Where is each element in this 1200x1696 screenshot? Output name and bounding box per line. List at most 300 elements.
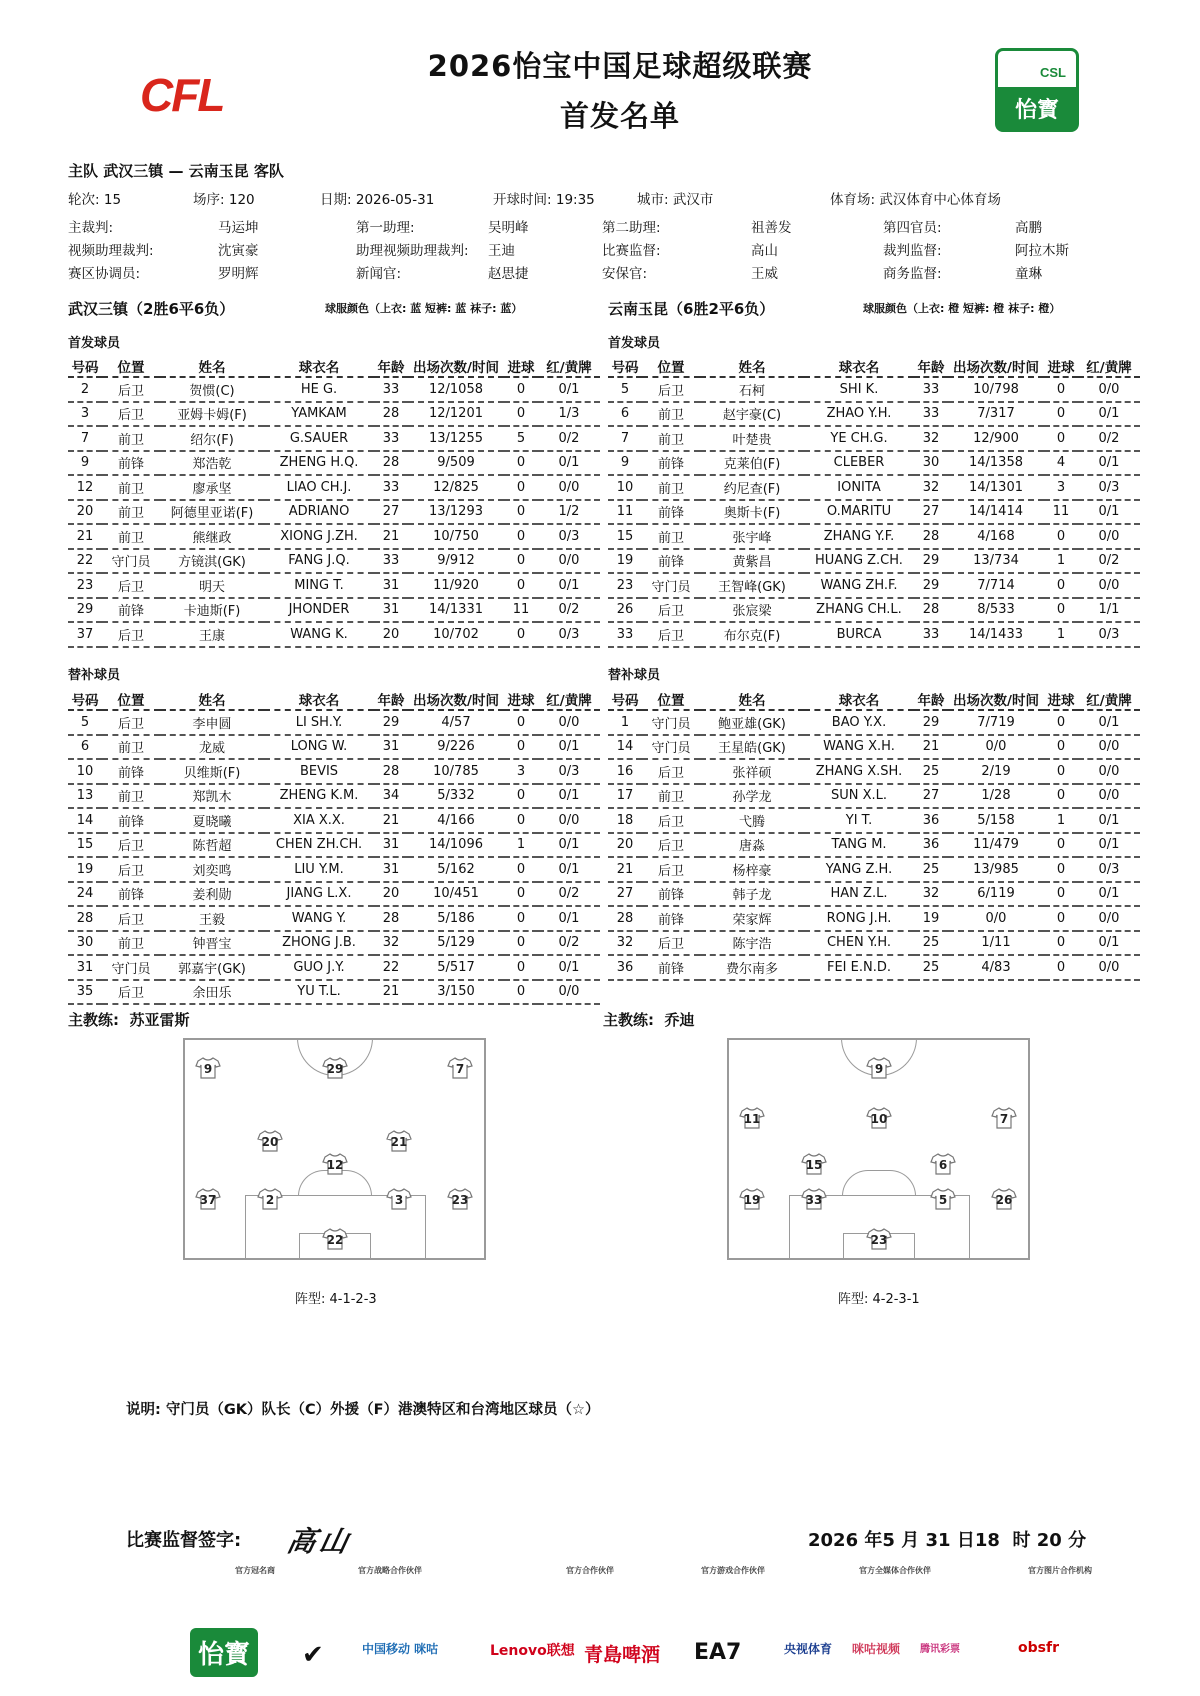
table-cell: WANG X.H. <box>804 735 914 760</box>
table-cell: 18 <box>608 808 642 833</box>
table-cell: 7/714 <box>948 573 1044 598</box>
table-cell: 0/0 <box>538 475 600 500</box>
table-cell: 6 <box>608 402 642 427</box>
table-cell: 32 <box>914 475 948 500</box>
table-cell: 11/920 <box>408 573 504 598</box>
table-cell: 0/1 <box>1078 402 1140 427</box>
official-name: 马运坤 <box>218 220 259 236</box>
official-name: 高鹏 <box>1015 220 1042 236</box>
official-name: 童琳 <box>1015 266 1042 282</box>
table-cell: 1 <box>1044 622 1078 647</box>
player-shirt-icon: 23 <box>447 1188 473 1210</box>
table-cell: 0/0 <box>538 980 600 1005</box>
table-cell: 前卫 <box>102 931 160 956</box>
table-cell: 19 <box>608 549 642 574</box>
table-cell: 9/509 <box>408 451 504 476</box>
table-row <box>608 377 1140 402</box>
table-cell: LI SH.Y. <box>264 710 374 735</box>
table-cell: 21 <box>374 980 408 1005</box>
official-name: 王迪 <box>488 243 515 259</box>
table-cell: 10/750 <box>408 524 504 549</box>
sponsor-title: 官方图片合作机构 <box>1028 1566 1092 1575</box>
kickoff-info: 开球时间: 19:35 <box>493 192 595 208</box>
table-cell: 16 <box>608 759 642 784</box>
table-cell: 前卫 <box>102 735 160 760</box>
table-cell: 0/1 <box>538 833 600 858</box>
table-cell: 唐淼 <box>700 833 804 858</box>
sponsor-title: 官方游戏合作伙伴 <box>701 1566 765 1575</box>
table-cell: 33 <box>374 377 408 402</box>
table-cell: 27 <box>914 784 948 809</box>
table-cell: 37 <box>68 622 102 647</box>
table-row <box>68 500 600 525</box>
table-cell: 9 <box>608 451 642 476</box>
table-cell: 7/719 <box>948 710 1044 735</box>
table-cell: 33 <box>374 549 408 574</box>
table-cell: 陈宇浩 <box>700 931 804 956</box>
pitch-line <box>842 1170 916 1196</box>
table-cell: YAMKAM <box>264 402 374 427</box>
table-cell: BAO Y.X. <box>804 710 914 735</box>
table-cell: 0/3 <box>1078 475 1140 500</box>
table-cell: 5/158 <box>948 808 1044 833</box>
table-cell: 前锋 <box>642 500 700 525</box>
table-row <box>608 598 1140 623</box>
sponsor-logo: obsfr <box>1018 1640 1059 1656</box>
table-row <box>68 980 600 1005</box>
player-shirt-icon: 5 <box>930 1188 956 1210</box>
table-cell: 27 <box>608 882 642 907</box>
table-cell: RONG J.H. <box>804 906 914 931</box>
home-kit-colors: 球服颜色（上衣: 蓝 短裤: 蓝 袜子: 蓝） <box>325 302 523 315</box>
table-cell: ZHENG K.M. <box>264 784 374 809</box>
table-cell: 0 <box>1044 955 1078 980</box>
table-cell: 25 <box>914 955 948 980</box>
table-cell: 夏晓曦 <box>160 808 264 833</box>
table-cell: 王星皓(GK) <box>700 735 804 760</box>
table-cell: 31 <box>374 735 408 760</box>
column-header: 位置 <box>642 355 700 377</box>
official-label: 第一助理: <box>356 220 415 236</box>
column-header: 出场次数/时间 <box>948 688 1044 710</box>
table-cell: 后卫 <box>102 710 160 735</box>
table-cell: 21 <box>374 524 408 549</box>
table-cell: 前卫 <box>102 426 160 451</box>
table-cell: 0/0 <box>538 808 600 833</box>
table-cell: 后卫 <box>102 833 160 858</box>
column-header: 号码 <box>68 688 102 710</box>
table-cell: LIU Y.M. <box>264 857 374 882</box>
table-cell: 后卫 <box>102 906 160 931</box>
column-header: 红/黄牌 <box>1078 355 1140 377</box>
table-row <box>608 882 1140 907</box>
table-cell: 0 <box>504 475 538 500</box>
player-shirt-icon: 29 <box>322 1057 348 1079</box>
table-cell: 23 <box>608 573 642 598</box>
column-header: 姓名 <box>160 688 264 710</box>
table-cell: 王康 <box>160 622 264 647</box>
table-cell: 前卫 <box>102 500 160 525</box>
table-cell: 后卫 <box>642 377 700 402</box>
table-cell: 后卫 <box>642 931 700 956</box>
table-cell: 0/1 <box>1078 808 1140 833</box>
column-header: 进球 <box>504 688 538 710</box>
table-cell: 0 <box>504 906 538 931</box>
player-shirt-icon: 12 <box>322 1153 348 1175</box>
table-cell: 0 <box>1044 906 1078 931</box>
table-cell: 8/533 <box>948 598 1044 623</box>
column-header: 球衣名 <box>804 355 914 377</box>
away-subs-label: 替补球员 <box>608 668 661 683</box>
table-cell: WANG K. <box>264 622 374 647</box>
table-row <box>608 622 1140 647</box>
table-cell: 15 <box>68 833 102 858</box>
table-cell: 1/3 <box>538 402 600 427</box>
table-cell: 22 <box>68 549 102 574</box>
table-cell: 5/186 <box>408 906 504 931</box>
table-cell: 前锋 <box>102 808 160 833</box>
table-cell: 1 <box>1044 808 1078 833</box>
table-cell: 0 <box>1044 735 1078 760</box>
table-cell: 0 <box>504 524 538 549</box>
table-cell: 石柯 <box>700 377 804 402</box>
away-team-title: 云南玉昆（6胜2平6负） <box>608 300 775 318</box>
table-cell: 费尔南多 <box>700 955 804 980</box>
table-cell: 0 <box>504 857 538 882</box>
table-cell: 0/1 <box>1078 451 1140 476</box>
table-cell: 12 <box>68 475 102 500</box>
table-cell: 0/3 <box>538 622 600 647</box>
teams-line: 主队 武汉三镇 — 云南玉昆 客队 <box>68 162 284 180</box>
table-row <box>68 857 600 882</box>
table-cell: 前锋 <box>102 598 160 623</box>
table-cell: 王毅 <box>160 906 264 931</box>
table-cell: 前锋 <box>642 882 700 907</box>
home-starters-table <box>68 355 600 648</box>
table-cell: 0 <box>1044 426 1078 451</box>
table-cell: 33 <box>608 622 642 647</box>
table-cell: 0/1 <box>538 906 600 931</box>
table-cell: 4/168 <box>948 524 1044 549</box>
table-cell: 奥斯卡(F) <box>700 500 804 525</box>
official-name: 阿拉木斯 <box>1015 243 1069 259</box>
official-name: 沈寅豪 <box>218 243 259 259</box>
table-cell: 29 <box>374 710 408 735</box>
table-header-row <box>608 355 1140 377</box>
column-header: 球衣名 <box>264 355 374 377</box>
official-name: 罗明辉 <box>218 266 259 282</box>
table-row <box>68 549 600 574</box>
player-shirt-icon: 20 <box>257 1130 283 1152</box>
table-cell: 前卫 <box>102 475 160 500</box>
table-cell: 0 <box>1044 377 1078 402</box>
table-cell: 0/0 <box>1078 759 1140 784</box>
table-cell: 20 <box>608 833 642 858</box>
table-cell: 31 <box>374 833 408 858</box>
table-cell: 前卫 <box>642 475 700 500</box>
column-header: 姓名 <box>160 355 264 377</box>
signature-datetime: 2026 年5 月 31 日18 时 20 分 <box>808 1530 1087 1551</box>
table-cell: 荣家辉 <box>700 906 804 931</box>
match-no-info: 场序: 120 <box>193 192 255 208</box>
player-shirt-icon: 21 <box>386 1130 412 1152</box>
table-row <box>608 426 1140 451</box>
table-cell: 20 <box>68 500 102 525</box>
table-cell: WANG Y. <box>264 906 374 931</box>
table-cell: 0/1 <box>1078 500 1140 525</box>
column-header: 年龄 <box>914 688 948 710</box>
table-cell: 0 <box>1044 598 1078 623</box>
table-cell: CLEBER <box>804 451 914 476</box>
player-shirt-icon: 11 <box>739 1107 765 1129</box>
table-cell: 0 <box>504 500 538 525</box>
table-cell: 张宇峰 <box>700 524 804 549</box>
table-cell: 7 <box>608 426 642 451</box>
table-cell: 0/3 <box>538 759 600 784</box>
table-cell: 1 <box>504 833 538 858</box>
player-shirt-icon: 33 <box>801 1188 827 1210</box>
column-header: 号码 <box>608 355 642 377</box>
home-coach: 主教练: 苏亚雷斯 <box>68 1011 190 1029</box>
table-cell: 4 <box>1044 451 1078 476</box>
column-header: 红/黄牌 <box>538 688 600 710</box>
table-row <box>68 906 600 931</box>
table-cell: 前卫 <box>642 402 700 427</box>
table-cell: LIAO CH.J. <box>264 475 374 500</box>
table-cell: 9/912 <box>408 549 504 574</box>
column-header: 姓名 <box>700 355 804 377</box>
player-shirt-icon: 19 <box>739 1188 765 1210</box>
table-row <box>68 451 600 476</box>
table-cell: 31 <box>374 598 408 623</box>
table-cell: 5/129 <box>408 931 504 956</box>
table-cell: 3 <box>504 759 538 784</box>
table-cell: 12/825 <box>408 475 504 500</box>
table-cell: 12/1058 <box>408 377 504 402</box>
city-info: 城市: 武汉市 <box>637 192 714 208</box>
table-cell: 后卫 <box>642 622 700 647</box>
column-header: 号码 <box>608 688 642 710</box>
table-cell: 刘奕鸣 <box>160 857 264 882</box>
table-cell: 前卫 <box>642 784 700 809</box>
table-cell: 0/2 <box>538 426 600 451</box>
table-cell: MING T. <box>264 573 374 598</box>
official-label: 助理视频助理裁判: <box>356 243 469 259</box>
signature-label: 比赛监督签字: <box>126 1530 242 1551</box>
table-cell: 25 <box>914 931 948 956</box>
table-cell: 29 <box>68 598 102 623</box>
table-cell: 0/2 <box>1078 426 1140 451</box>
table-cell: 0 <box>1044 784 1078 809</box>
sponsor-logo: EA7 <box>694 1640 742 1665</box>
table-cell: 30 <box>68 931 102 956</box>
table-cell: 0/0 <box>948 906 1044 931</box>
table-row <box>68 710 600 735</box>
away-starters-label: 首发球员 <box>608 336 661 351</box>
table-cell: 守门员 <box>102 955 160 980</box>
table-row <box>68 759 600 784</box>
table-cell: 25 <box>914 857 948 882</box>
table-cell: 前锋 <box>642 955 700 980</box>
table-cell: 前锋 <box>642 906 700 931</box>
table-cell: 28 <box>374 451 408 476</box>
table-cell: 后卫 <box>642 833 700 858</box>
table-cell: HAN Z.L. <box>804 882 914 907</box>
table-cell: 贺惯(C) <box>160 377 264 402</box>
table-row <box>68 377 600 402</box>
official-label: 第四官员: <box>883 220 942 236</box>
table-cell: 前锋 <box>102 759 160 784</box>
table-cell: ADRIANO <box>264 500 374 525</box>
table-cell: 0 <box>504 451 538 476</box>
table-cell: 0/0 <box>538 710 600 735</box>
table-cell: 0/1 <box>538 857 600 882</box>
table-cell: SHI K. <box>804 377 914 402</box>
table-cell: 2/19 <box>948 759 1044 784</box>
away-formation-pitch <box>727 1038 1030 1260</box>
player-shirt-icon: 10 <box>866 1107 892 1129</box>
table-cell: 1/11 <box>948 931 1044 956</box>
table-row <box>68 402 600 427</box>
table-cell: 0/0 <box>948 735 1044 760</box>
table-cell: 9/226 <box>408 735 504 760</box>
table-cell: 32 <box>914 426 948 451</box>
table-row <box>68 573 600 598</box>
table-cell: 31 <box>374 573 408 598</box>
table-cell: 后卫 <box>102 622 160 647</box>
table-cell: YU T.L. <box>264 980 374 1005</box>
table-cell: 0/3 <box>1078 857 1140 882</box>
table-cell: 杨梓豪 <box>700 857 804 882</box>
table-cell: 22 <box>374 955 408 980</box>
official-name: 吴明峰 <box>488 220 529 236</box>
table-cell: YE CH.G. <box>804 426 914 451</box>
column-header: 球衣名 <box>804 688 914 710</box>
table-row <box>68 426 600 451</box>
table-row <box>68 735 600 760</box>
column-header: 红/黄牌 <box>538 355 600 377</box>
table-cell: 廖承坚 <box>160 475 264 500</box>
table-cell: 25 <box>914 759 948 784</box>
table-cell: 27 <box>374 500 408 525</box>
official-label: 商务监督: <box>883 266 942 282</box>
table-cell: BURCA <box>804 622 914 647</box>
table-cell: 钟晋宝 <box>160 931 264 956</box>
table-row <box>608 710 1140 735</box>
table-cell: 13 <box>68 784 102 809</box>
table-cell: 36 <box>914 808 948 833</box>
table-row <box>608 955 1140 980</box>
table-cell: 1/2 <box>538 500 600 525</box>
official-name: 赵思捷 <box>488 266 529 282</box>
table-cell: 0/1 <box>538 451 600 476</box>
table-row <box>68 808 600 833</box>
table-cell: 12/1201 <box>408 402 504 427</box>
table-cell: 6/119 <box>948 882 1044 907</box>
table-cell: 5 <box>68 710 102 735</box>
column-header: 姓名 <box>700 688 804 710</box>
away-formation: 阵型: 4-2-3-1 <box>838 1292 920 1307</box>
table-row <box>608 475 1140 500</box>
table-cell: 守门员 <box>102 549 160 574</box>
away-starters-table <box>608 355 1140 648</box>
table-cell: 3/150 <box>408 980 504 1005</box>
table-cell: 0/0 <box>1078 955 1140 980</box>
table-cell: 0 <box>504 882 538 907</box>
official-label: 视频助理裁判: <box>68 243 154 259</box>
table-cell: 32 <box>608 931 642 956</box>
table-cell: 卡迪斯(F) <box>160 598 264 623</box>
table-cell: 0/1 <box>1078 710 1140 735</box>
table-cell: 前锋 <box>102 451 160 476</box>
table-row <box>608 573 1140 598</box>
table-cell: 21 <box>608 857 642 882</box>
table-cell: 13/1293 <box>408 500 504 525</box>
table-cell: 0/0 <box>1078 735 1140 760</box>
column-header: 年龄 <box>374 688 408 710</box>
table-cell: 后卫 <box>102 857 160 882</box>
table-cell: 14 <box>608 735 642 760</box>
table-cell: 熊继政 <box>160 524 264 549</box>
sponsor-logo: 青島啤酒 <box>584 1644 661 1666</box>
table-cell: 0/2 <box>538 598 600 623</box>
table-row <box>68 622 600 647</box>
table-cell: 33 <box>374 426 408 451</box>
sponsor-logo: 咪咕视频 <box>852 1642 901 1656</box>
official-name: 王威 <box>751 266 778 282</box>
table-cell: 28 <box>374 759 408 784</box>
column-header: 位置 <box>102 355 160 377</box>
column-header: 出场次数/时间 <box>408 355 504 377</box>
column-header: 年龄 <box>914 355 948 377</box>
table-cell: 绍尔(F) <box>160 426 264 451</box>
table-cell: 阿德里亚诺(F) <box>160 500 264 525</box>
home-team-title: 武汉三镇（2胜6平6负） <box>68 300 235 318</box>
table-cell: 0/1 <box>538 377 600 402</box>
table-cell: 0/1 <box>1078 833 1140 858</box>
table-cell: 前卫 <box>102 524 160 549</box>
table-cell: 0 <box>1044 573 1078 598</box>
table-cell: 31 <box>374 857 408 882</box>
table-cell: 36 <box>914 833 948 858</box>
table-cell: 0/0 <box>1078 377 1140 402</box>
table-cell: FEI E.N.D. <box>804 955 914 980</box>
table-cell: 后卫 <box>102 402 160 427</box>
sponsor-logo: 腾讯彩票 <box>920 1644 960 1655</box>
table-cell: 32 <box>374 931 408 956</box>
official-label: 赛区协调员: <box>68 266 141 282</box>
table-cell: 前锋 <box>642 549 700 574</box>
table-cell: 弋腾 <box>700 808 804 833</box>
table-cell: 0/0 <box>1078 573 1140 598</box>
official-label: 比赛监督: <box>602 243 661 259</box>
table-row <box>608 549 1140 574</box>
table-cell: 35 <box>68 980 102 1005</box>
table-cell: 10 <box>608 475 642 500</box>
table-cell: ZHENG H.Q. <box>264 451 374 476</box>
sponsor-logo: ✔ <box>302 1640 324 1670</box>
table-cell: 布尔克(F) <box>700 622 804 647</box>
table-cell: 0 <box>504 735 538 760</box>
table-cell: 7 <box>68 426 102 451</box>
table-cell: 前卫 <box>102 784 160 809</box>
column-header: 年龄 <box>374 355 408 377</box>
table-cell: 0 <box>504 955 538 980</box>
table-cell: 14/1096 <box>408 833 504 858</box>
table-cell: 15 <box>608 524 642 549</box>
table-cell: 1 <box>608 710 642 735</box>
table-cell: 14/1433 <box>948 622 1044 647</box>
